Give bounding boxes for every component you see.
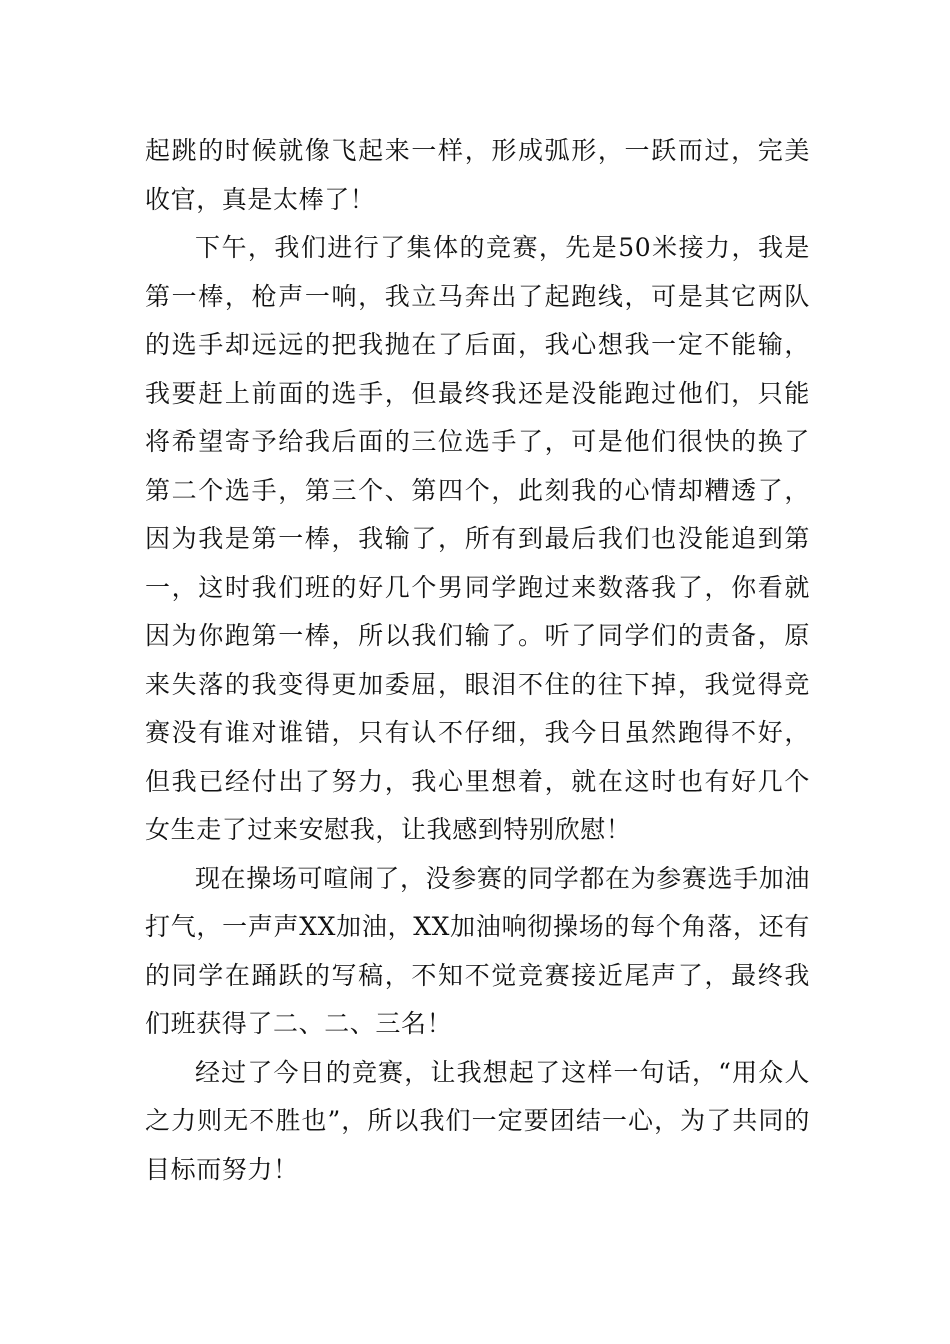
paragraph-3: 现在操场可喧闹了，没参赛的同学都在为参赛选手加油打气，一声声XX加油，XX加油响彻操场的每个角落，还有的同学在踊跃的写稿，不知不觉竞赛接近尾声了，最终我们班获得了二、二、三名！ <box>145 863 810 1038</box>
body-text <box>145 127 810 1194</box>
paragraph-4: 经过了今日的竞赛，让我想起了这样一句话，“用众人之力则无不胜也”，所以我们一定要团结一心，为了共同的目标而努力！ <box>145 1057 810 1184</box>
paragraph-2: 下午，我们进行了集体的竞赛，先是50米接力，我是第一棒，枪声一响，我立马奔出了起跑线，可是其它两队的选手却远远的把我抛在了后面，我心想我一定不能输，我要赶上前面的选手，但最终我还是没能跑过他们，只能将希望寄予给我后面的三位选手了，可是他们很快的换了第二个选手，第三个、第四个，此刻我的心情却糟透了，因为我是第一棒，我输了，所有到最后我们也没能追到第一，这时我们班的好几个男同学跑过来数落我了，你看就因为你跑第一棒，所以我们输了。听了同学们的责备，原来失落的我变得更加委屈，眼泪不住的往下掉，我觉得竞赛没有谁对谁错，只有认不仔细，我今日虽然跑得不好，但我已经付出了努力，我心里想着，就在这时也有好几个女生走了过来安慰我，让我感到特别欣慰！ <box>145 233 810 844</box>
paragraph-1: 起跳的时候就像飞起来一样，形成弧形，一跃而过，完美收官，真是太棒了！ <box>145 136 810 214</box>
